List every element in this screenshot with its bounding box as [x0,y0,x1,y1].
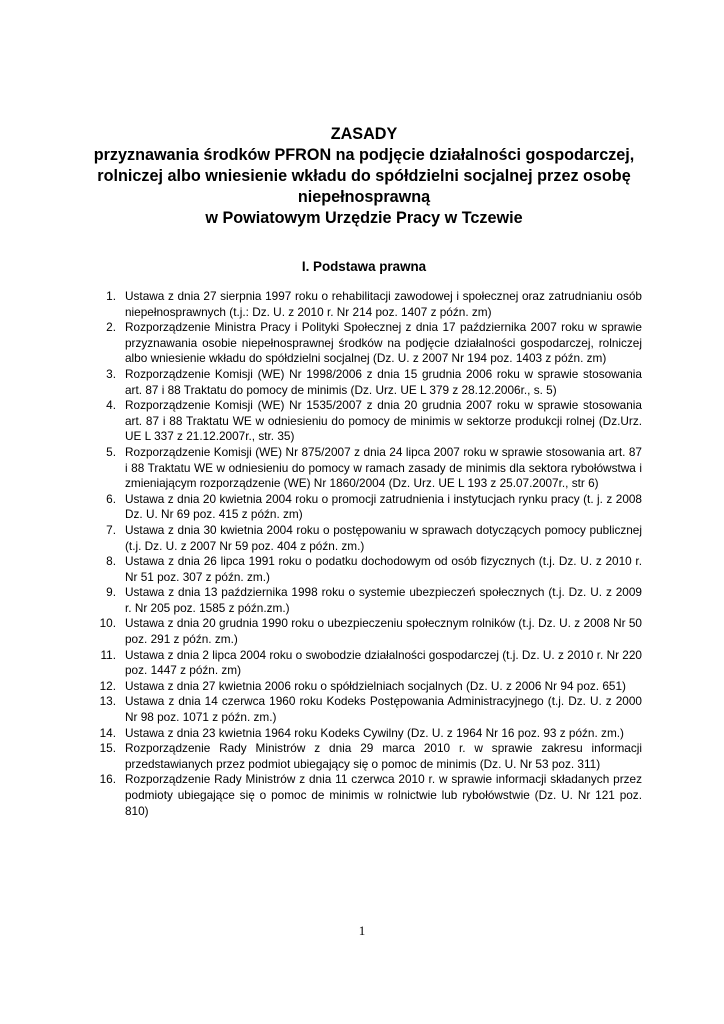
item-number: 2. [106,320,116,335]
list-item [106,585,642,616]
list-item [99,616,642,647]
list-item [106,366,642,398]
item-number: 3. [106,366,116,381]
title-line: rolniczej albo wniesienie wkładu do spółdzielni socjalnej przez osobę [97,167,631,185]
item-text: Rozporządzenie Komisji (WE) Nr 875/2007 z dnia 24 lipca 2007 roku w sprawie stosowania art. 87 i 88 Traktatu WE w odniesieniu do pomocy w ramach zasady de minimis dla sektora rybołówstwa i zmieniającym rozporządzenie (WE) Nr 1860/2004 (Dz. Urz. UE L 193 z 25.07.2007r., str 6) [125,444,642,491]
list-item [99,741,642,772]
item-number: 12. [99,678,116,693]
item-text: Ustawa z dnia 20 kwietnia 2004 roku o promocji zatrudnienia i instytucjach rynku pracy (t. j. z 2008 Dz. U. Nr 69 poz. 415 z późn. zm) [125,491,642,522]
list-item [106,522,642,554]
title-line: w Powiatowym Urzędzie Pracy w Tczewie [205,209,523,227]
list-item [99,694,642,725]
list-item [106,320,642,367]
item-text: Ustawa z dnia 14 czerwca 1960 roku Kodeks Postępowania Administracyjnego (t.j. Dz. U. z 2000 Nr 98 poz. 1071 z późn. zm.) [125,694,642,725]
item-text: Ustawa z dnia 27 sierpnia 1997 roku o rehabilitacji zawodowej i społecznej oraz zatrudnianiu osób niepełnosprawnych (t.j.: Dz. U. z 2010 r. Nr 214 poz. 1407 z późn. zm) [125,289,642,319]
title-line: niepełnosprawną [297,188,431,206]
item-text: Ustawa z dnia 2 lipca 2004 roku o swobodzie działalności gospodarczej (t.j. Dz. U. z 2010 r. Nr 220 poz. 1447 z późn. zm) [125,647,642,678]
item-text: Rozporządzenie Rady Ministrów z dnia 29 marca 2010 r. w sprawie zakresu informacji przedstawianych przez podmiot ubiegający się o pomoc de minimis (Dz. U. Nr 53 poz. 311) [125,741,642,771]
list-item [106,491,642,523]
document-title [70,124,658,229]
item-number: 10. [99,616,116,631]
item-number: 11. [100,647,116,662]
item-number: 1. [106,289,116,303]
item-number: 8. [106,554,116,569]
item-number: 14. [99,725,116,740]
list-item [99,678,642,695]
item-text: Ustawa z dnia 30 kwietnia 2004 roku o postępowaniu w sprawach dotyczących pomocy publicznej (t.j. Dz. U. z 2007 Nr 59 poz. 404 z późn. zm.) [125,522,642,553]
item-text: Rozporządzenie Komisji (WE) Nr 1535/2007 z dnia 20 grudnia 2007 roku w sprawie stosowania art. 87 i 88 Traktatu WE w odniesieniu do pomocy de minimis w sektorze produkcji rolnej (Dz.Urz. UE L 337 z 21.12.2007r., str. 35) [125,398,642,444]
item-number: 5. [106,444,116,459]
item-text: Ustawa z dnia 13 października 1998 roku o systemie ubezpieczeń społecznych (t.j. Dz. U. z 2009 r. Nr 205 poz. 1585 z późn.zm.) [125,585,642,615]
item-text: Ustawa z dnia 27 kwietnia 2006 roku o spółdzielniach socjalnych (Dz. U. z 2006 Nr 94 poz. 651) [125,678,626,693]
title-line: przyznawania środków PFRON na podjęcie działalności gospodarczej, [93,146,635,164]
item-text: Rozporządzenie Komisji (WE) Nr 1998/2006 z dnia 15 grudnia 2006 roku w sprawie stosowania art. 87 i 88 Traktatu do pomocy de minimis (Dz. Urz. UE L 379 z 28.12.2006r., s. 5) [125,366,642,397]
item-text: Rozporządzenie Rady Ministrów z dnia 11 czerwca 2010 r. w sprawie informacji składanych przez podmioty ubiegające się o pomoc de minimis w rolnictwie lub rybołówstwie (Dz. U. Nr 121 poz. 810) [125,772,642,818]
item-text: Ustawa z dnia 23 kwietnia 1964 roku Kodeks Cywilny (Dz. U. z 1964 Nr 16 poz. 93 z późn. zm.) [125,725,624,740]
item-number: 13. [99,694,116,709]
list-item [106,444,642,492]
list-item [106,289,642,320]
item-number: 4. [106,398,116,413]
item-text: Rozporządzenie Ministra Pracy i Polityki Społecznej z dnia 17 października 2007 roku w sprawie przyznawania osobie niepełnosprawnej środków na podjęcie działalności gospodarczej, rolniczej albo wniesienie wkładu do spółdzielni socjalnej (Dz. U. z 2007 Nr 194 poz. 1403 z późn. zm) [125,320,642,366]
section-heading: I. Podstawa prawna [301,259,427,274]
item-number: 6. [106,491,116,506]
list-item [106,398,642,445]
item-number: 15. [99,741,116,756]
list-item [106,554,642,585]
legal-basis-list [0,289,724,819]
list-item [99,772,642,819]
title-line: ZASADY [330,125,398,143]
list-item [99,725,642,742]
item-number: 9. [106,585,116,600]
item-text: Ustawa z dnia 20 grudnia 1990 roku o ubezpieczeniu społecznym rolników (t.j. Dz. U. z 2008 Nr 50 poz. 291 z późn. zm.) [125,616,642,647]
item-number: 16. [99,772,116,787]
page-number: 1 [358,923,366,938]
item-text: Ustawa z dnia 26 lipca 1991 roku o podatku dochodowym od osób fizycznych (t.j. Dz. U. z 2010 r. Nr 51 poz. 307 z późn. zm.) [125,554,642,584]
item-number: 7. [106,522,116,537]
list-item [100,647,642,679]
